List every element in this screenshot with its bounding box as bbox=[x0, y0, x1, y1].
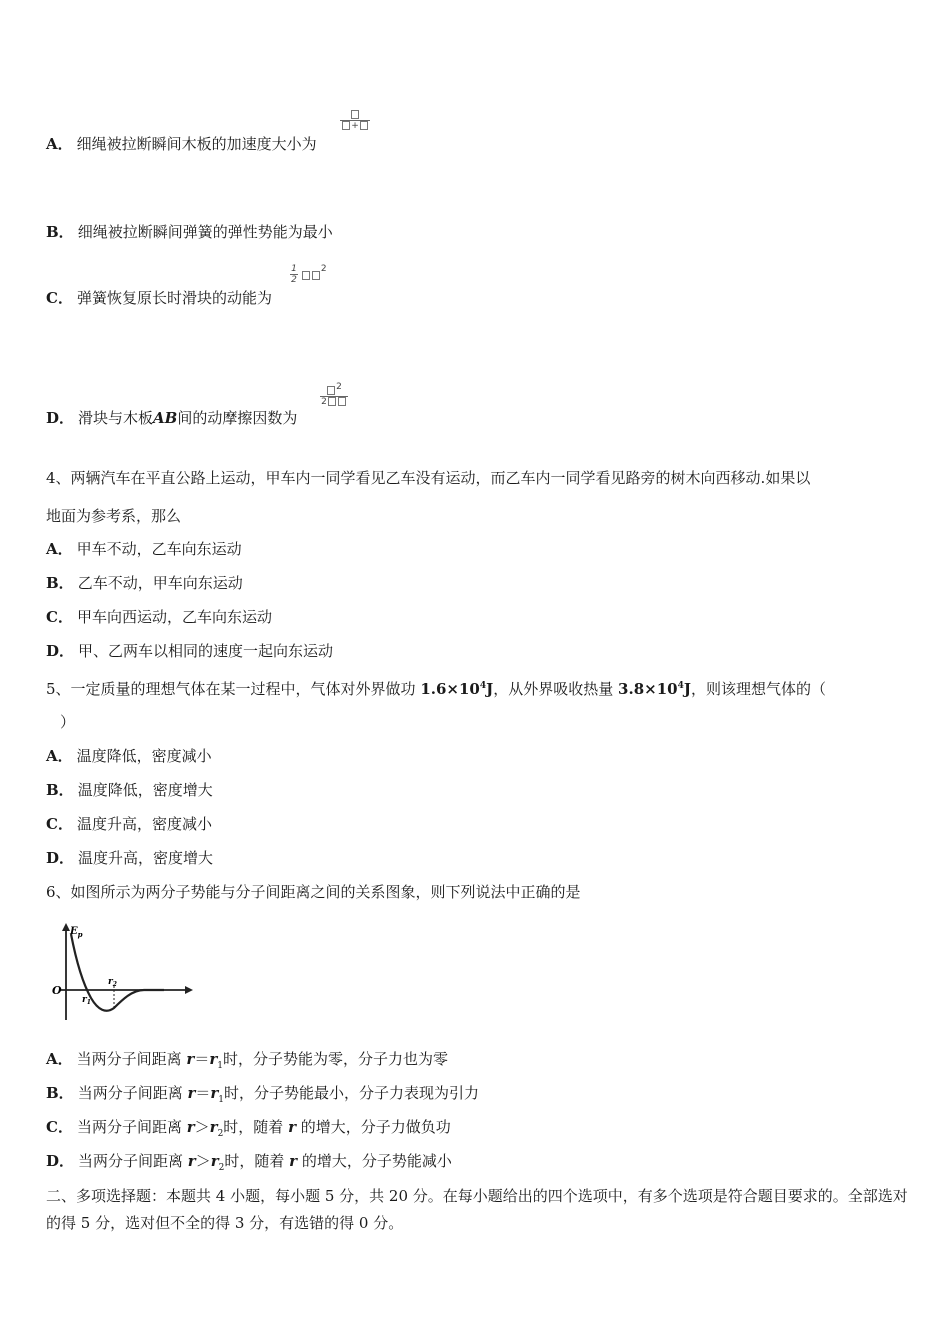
var-r: r bbox=[210, 1084, 219, 1102]
variable-ab: AB bbox=[153, 409, 178, 427]
option-text-2: 间的动摩擦因数为 bbox=[177, 409, 298, 427]
option-letter: A． bbox=[46, 1050, 73, 1068]
var-r: r bbox=[288, 1118, 296, 1136]
q5-stem-pre: 5、一定质量的理想气体在某一过程中，气体对外界做功 bbox=[46, 680, 421, 698]
var-r: r bbox=[209, 1118, 218, 1136]
option-letter: A． bbox=[46, 747, 73, 765]
q5-work-unit: J bbox=[486, 680, 494, 698]
var-r: r bbox=[186, 1050, 195, 1068]
option-text: 温度降低，密度减小 bbox=[76, 747, 212, 765]
option-text: 甲车向西运动，乙车向东运动 bbox=[76, 608, 272, 626]
superscript: 2 bbox=[336, 382, 342, 392]
graph-r1-letter: r bbox=[82, 995, 87, 1005]
option-text: 甲、乙两车以相同的速度一起向东运动 bbox=[78, 642, 334, 660]
var-r: r bbox=[187, 1084, 196, 1102]
var-r: r bbox=[210, 1152, 219, 1170]
option-post: 时，分子势能最小，分子力表现为引力 bbox=[224, 1084, 480, 1102]
option-letter: C． bbox=[46, 608, 73, 626]
superscript: 2 bbox=[320, 264, 327, 274]
q5-option-a bbox=[46, 746, 212, 766]
option-letter: B． bbox=[46, 781, 74, 799]
subscript: 1 bbox=[218, 1095, 225, 1105]
option-letter: A． bbox=[46, 540, 73, 558]
option-post: 时，随着 bbox=[224, 1152, 290, 1170]
option-post-2: 的增大，分子势能减小 bbox=[297, 1152, 452, 1170]
q4-option-a bbox=[46, 539, 242, 559]
q5-work-exp: 4 bbox=[479, 681, 487, 691]
option-letter: C． bbox=[46, 815, 73, 833]
graph-r1-sub: 1 bbox=[86, 999, 91, 1006]
option-letter: D． bbox=[46, 642, 75, 660]
q3-a-fraction bbox=[340, 110, 370, 131]
q6-option-a bbox=[46, 1049, 448, 1076]
q3-option-d bbox=[46, 408, 297, 428]
option-pre: 当两分子间距离 bbox=[76, 1118, 187, 1136]
option-text: 温度升高，密度增大 bbox=[78, 849, 214, 867]
graph-r2-sub: 2 bbox=[112, 981, 117, 988]
q5-stem-post: ，则该理想气体的（ bbox=[690, 680, 826, 698]
option-letter: B． bbox=[46, 574, 74, 592]
option-text: 细绳被拉断瞬间木板的加速度大小为 bbox=[76, 135, 317, 153]
section2-instructions: 二、多项选择题：本题共 4 小题，每小题 5 分，共 20 分。在每小题给出的四个选项中，有多个选项是符合题目要求的。全部选对的得 5 分，选对但不全的得 3 分，有选错的得 0 分。 bbox=[46, 1187, 908, 1232]
option-letter: B． bbox=[46, 223, 74, 241]
q4-option-d bbox=[46, 641, 333, 661]
fraction-numerator: 1 bbox=[291, 264, 297, 274]
option-text: 弹簧恢复原长时滑块的动能为 bbox=[76, 289, 272, 307]
var-r: r bbox=[289, 1152, 298, 1170]
option-post: 时，随着 bbox=[223, 1118, 289, 1136]
option-text: 温度降低，密度增大 bbox=[77, 781, 213, 799]
option-text: 滑块与木板 bbox=[78, 409, 154, 427]
q5-heat-value: 3.8×10 bbox=[618, 680, 678, 698]
option-letter: C． bbox=[46, 1118, 73, 1136]
operator: ＞ bbox=[194, 1118, 210, 1136]
q4-option-c bbox=[46, 607, 272, 627]
q3-option-a bbox=[46, 134, 317, 154]
option-pre: 当两分子间距离 bbox=[78, 1152, 188, 1170]
subscript: 2 bbox=[217, 1129, 224, 1139]
q3-d-fraction bbox=[320, 382, 348, 407]
q5-stem-line1 bbox=[46, 676, 826, 699]
fraction-plus: + bbox=[351, 121, 359, 131]
q5-heat-exp: 4 bbox=[677, 681, 684, 691]
graph-x-arrow bbox=[185, 986, 193, 994]
potential-energy-graph bbox=[46, 920, 198, 1030]
fraction-den-two: 2 bbox=[321, 397, 327, 407]
q5-stem-mid: ，从外界吸收热量 bbox=[493, 680, 619, 698]
option-letter: D． bbox=[46, 409, 75, 427]
option-pre: 当两分子间距离 bbox=[77, 1084, 188, 1102]
option-letter: B． bbox=[46, 1084, 74, 1102]
option-text: 温度升高，密度减小 bbox=[76, 815, 212, 833]
var-r: r bbox=[209, 1050, 218, 1068]
graph-y-arrow bbox=[62, 923, 70, 931]
fraction-denominator: 2 bbox=[291, 275, 297, 285]
option-letter: C． bbox=[46, 289, 73, 307]
q5-stem-line2: ） bbox=[60, 713, 76, 731]
graph-origin-label: O bbox=[52, 984, 62, 997]
var-r: r bbox=[186, 1118, 195, 1136]
option-text: 乙车不动，甲车向东运动 bbox=[77, 574, 243, 592]
graph-r2-label bbox=[108, 977, 117, 988]
var-r: r bbox=[187, 1152, 196, 1170]
q5-heat-unit: J bbox=[683, 680, 691, 698]
q4-stem-line2: 地面为参考系，那么 bbox=[46, 507, 182, 525]
q6-option-b bbox=[46, 1083, 479, 1110]
q3-option-c bbox=[46, 288, 272, 308]
subscript: 1 bbox=[217, 1061, 223, 1071]
graph-y-sub: p bbox=[77, 930, 83, 939]
q4-stem-line1: 4、两辆汽车在平直公路上运动，甲车内一同学看见乙车没有运动，而乙车内一同学看见路旁的树木向西移动.如果以 bbox=[46, 469, 811, 487]
option-pre: 当两分子间距离 bbox=[76, 1050, 187, 1068]
q3-c-fraction bbox=[290, 264, 336, 285]
q6-option-c bbox=[46, 1117, 451, 1144]
operator: ＞ bbox=[195, 1152, 211, 1170]
q5-option-d bbox=[46, 848, 213, 868]
option-text: 甲车不动，乙车向东运动 bbox=[76, 540, 242, 558]
graph-y-letter: E bbox=[70, 926, 78, 937]
q6-stem: 6、如图所示为两分子势能与分子间距离之间的关系图象，则下列说法中正确的是 bbox=[46, 883, 581, 901]
option-post-2: 的增大，分子力做负功 bbox=[295, 1118, 451, 1136]
q4-option-b bbox=[46, 573, 243, 593]
option-text: 细绳被拉断瞬间弹簧的弹性势能为最小 bbox=[77, 223, 333, 241]
q5-option-b bbox=[46, 780, 213, 800]
option-letter: D． bbox=[46, 849, 75, 867]
subscript: 2 bbox=[218, 1163, 225, 1173]
operator: ＝ bbox=[194, 1050, 210, 1068]
operator: ＝ bbox=[195, 1084, 211, 1102]
q5-work-value: 1.6×10 bbox=[420, 680, 480, 698]
option-letter: A． bbox=[46, 135, 73, 153]
q6-option-d bbox=[46, 1151, 452, 1178]
option-post: 时，分子势能为零，分子力也为零 bbox=[222, 1050, 448, 1068]
q5-option-c bbox=[46, 814, 212, 834]
graph-r2-letter: r bbox=[108, 977, 113, 987]
q3-option-b bbox=[46, 222, 333, 242]
option-letter: D． bbox=[46, 1152, 75, 1170]
